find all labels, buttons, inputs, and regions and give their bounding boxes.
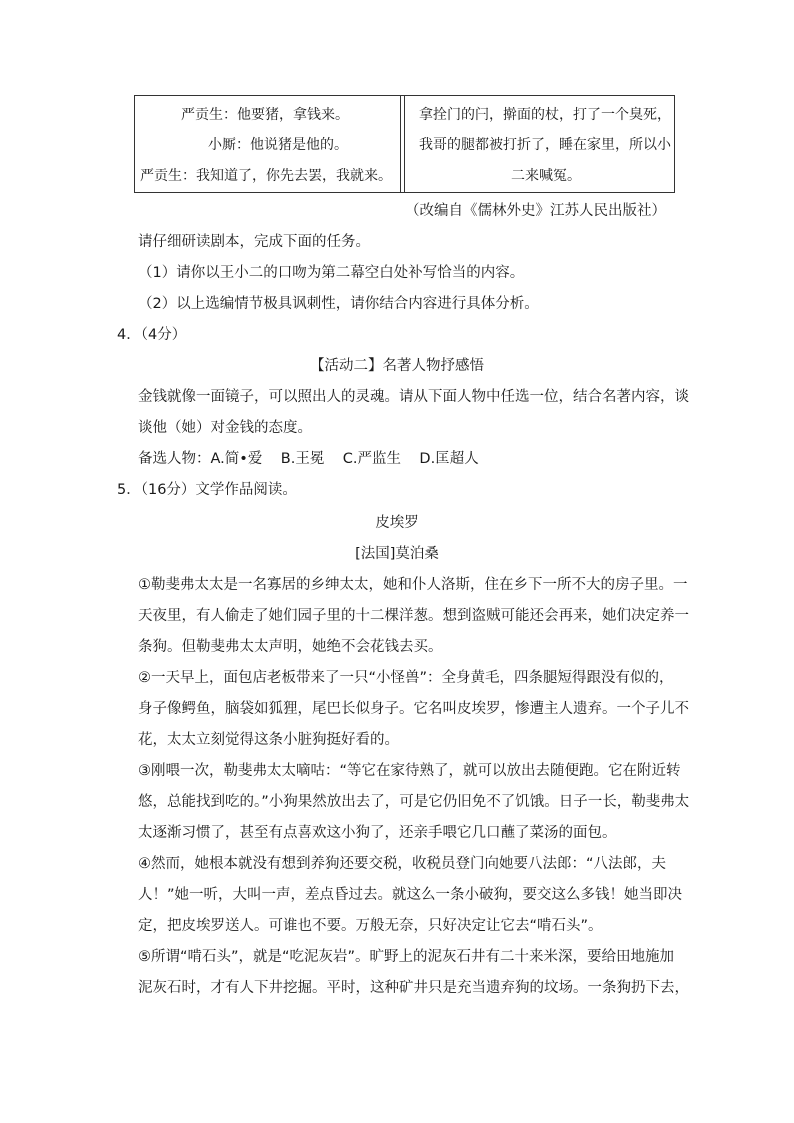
script-table-right-cell bbox=[405, 96, 674, 192]
script-line: 拿拴门的闩，擀面的杖，打了一个臭死， bbox=[419, 107, 671, 123]
activity-2-title: 【活动二】名著人物抒感悟 bbox=[310, 358, 484, 374]
paragraph-line: 悠，总能找到吃的。”小狗果然放出去了，可是它仍旧免不了饥饿。日子一长，勒斐弗太 bbox=[138, 794, 690, 810]
paragraph-line: 花，太太立刻觉得这条小脏狗挺好看的。 bbox=[138, 732, 399, 748]
script-table-left-cell bbox=[135, 96, 401, 192]
script-line: 我哥的腿都被打折了，睡在家里，所以小 bbox=[419, 137, 671, 153]
script-line: 小厮：他说猪是他的。 bbox=[208, 137, 348, 153]
script-line: 严贡生：他要猪，拿钱来。 bbox=[181, 107, 349, 123]
activity-2-text-line: 金钱就像一面镜子，可以照出人的灵魂。请从下面人物中任选一位，结合名著内容，谈 bbox=[138, 389, 689, 405]
paragraph-line: ③刚喂一次，勒斐弗太太嘀咕：“等它在家待熟了，就可以放出去随便跑。它在附近转 bbox=[138, 763, 681, 779]
task-intro: 请仔细研读剧本，完成下面的任务。 bbox=[138, 234, 370, 250]
script-line: 严贡生：我知道了，你先去罢，我就来。 bbox=[140, 168, 392, 184]
script-line: 二来喊冤。 bbox=[511, 168, 581, 184]
paragraph-line: ④然而，她根本就没有想到养狗还要交税，收税员登门向她要八法郎：“八法郎，夫 bbox=[138, 856, 667, 872]
story-author: [法国]莫泊桑 bbox=[355, 546, 439, 562]
paragraph-line: 泥灰石时，才有人下井挖掘。平时，这种矿井只是充当遗弃狗的坟场。一条狗扔下去， bbox=[138, 980, 689, 996]
paragraph-line: 定，把皮埃罗送人。可谁也不要。万般无奈，只好决定让它去“啃石头”。 bbox=[138, 918, 603, 934]
paragraph-line: ⑤所谓“啃石头”，就是“吃泥灰岩”。旷野上的泥灰石井有二十来米深，要给田地施加 bbox=[138, 949, 675, 965]
paragraph-line: 人！”她一听，大叫一声，差点昏过去。就这么一条小破狗，要交这么多钱！她当即决 bbox=[138, 887, 683, 903]
question-5-label: 5．（16分）文学作品阅读。 bbox=[117, 482, 297, 498]
source-note: （改编自《儒林外史》江苏人民出版社） bbox=[405, 203, 666, 219]
paragraph-line: 条狗。但勒斐弗太太声明，她绝不会花钱去买。 bbox=[138, 639, 443, 655]
question-4-label: 4．（4分） bbox=[117, 327, 187, 343]
paragraph-line: 身子像鳄鱼，脑袋如狐狸，尾巴长似身子。它名叫皮埃罗，惨遭主人遗弃。一个子儿不 bbox=[138, 701, 689, 717]
paragraph-line: ①勒斐弗太太是一名寡居的乡绅太太，她和仆人洛斯，住在乡下一所不大的房子里。一 bbox=[138, 577, 688, 593]
task-item-1: （1）请你以王小二的口吻为第二幕空白处补写恰当的内容。 bbox=[138, 265, 525, 281]
paragraph-line: ②一天早上，面包店老板带来了一只“小怪兽”：全身黄毛，四条腿短得跟没有似的， bbox=[138, 670, 674, 686]
paragraph-line: 太逐渐习惯了，甚至有点喜欢这小狗了，还亲手喂它几口蘸了菜汤的面包。 bbox=[138, 825, 617, 841]
candidate-list: 备选人物：A.简•爱 B.王冕 C.严监生 D.匡超人 bbox=[138, 451, 479, 467]
script-table bbox=[134, 95, 675, 193]
task-item-2: （2）以上选编情节极具讽刺性，请你结合内容进行具体分析。 bbox=[138, 296, 539, 312]
paragraph-line: 天夜里，有人偷走了她们园子里的十二棵洋葱。想到盗贼可能还会再来，她们决定养一 bbox=[138, 608, 689, 624]
activity-2-text-line: 谈他（她）对金钱的态度。 bbox=[138, 420, 312, 436]
story-title: 皮埃罗 bbox=[375, 515, 419, 531]
